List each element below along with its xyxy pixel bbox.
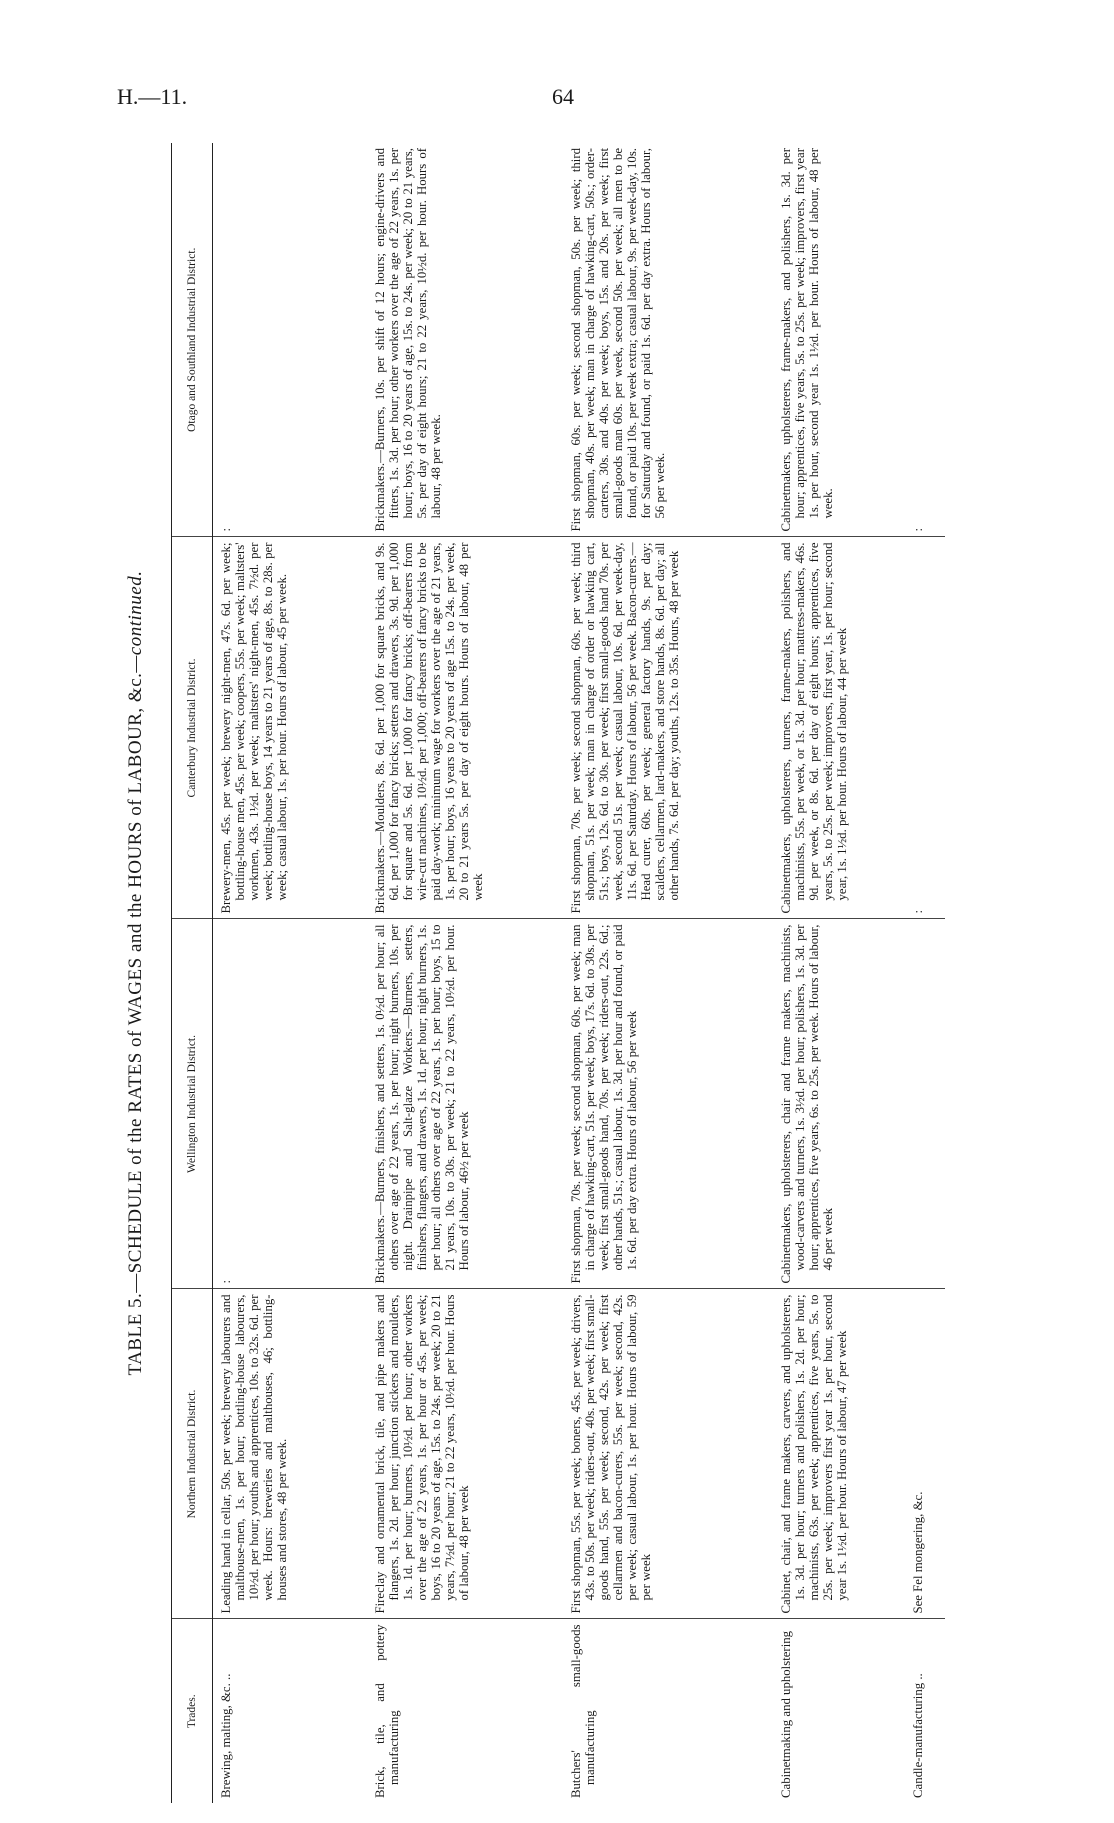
canterbury-cell: First shopman, 70s. per week; second shopman, 60s. per week; third shopman, 51s. per week; man in charge of order or hawking cart, 51s.; boys, 12s. 6d. to 30s. per week; first small-goods hand 70s. per week, second 51s. per week; casual labour, 10s. 6d. per week-day, 11s. 6d. per Saturday. Hours of labour, 56 per week. Bacon-curers.—Head curer, 60s. per week; general factory hands, 9s. per day; scalders, cellarmen, lard-makers, and store hands, 8s. 6d. per day; all other hands, 7s. 6d. per day; youths, 12s. to 35s. Hours, 48 per week (563, 537, 773, 919)
header-northern: Northern Industrial District. (172, 1289, 213, 1619)
header-otago: Otago and Southland Industrial District. (172, 143, 213, 537)
page-reference: H.—11. (117, 84, 188, 109)
northern-cell: Leading hand in cellar, 50s. per week; brewery labourers and malthouse-men, 1s. per hour; bottling-house labourers, 10½d. per hour; youths and apprentices, 10s. to 32s. 6d. per week. Hours: breweries and malthouses, 46; bottling-houses and stores, 48 per week. (213, 1289, 367, 1619)
table-row-brick (367, 143, 563, 1803)
table-row-candle (905, 143, 945, 1803)
wages-schedule-table (171, 143, 945, 1803)
northern-cell: Cabinet, chair, and frame makers, carvers, and upholsterers, 1s. 3d. per hour; turners and polishers, 1s. 2d. per hour; machinists, 63s. per week; apprentices, five years, 5s. to 25s. per week; improvers first year 1s. per hour, second year 1s. 1½d. per hour. Hours of labour, 47 per week (773, 1289, 905, 1619)
wellington-cell: First shopman, 70s. per week; second shopman, 60s. per week; man in charge of hawking-cart, 51s. per week; boys, 17s. 6d. to 30s. per week; first small-goods hand, 70s. per week; riders-out, 22s. 6d.; other hands, 51s.; casual labour, 1s. 3d. per hour and found, or paid 1s. 6d. per day extra. Hours of labour, 56 per week (563, 919, 773, 1289)
wellington-cell (905, 919, 945, 1289)
northern-cell: Fireclay and ornamental brick, tile, and pipe makers and flangers, 1s. 2d. per hour; junction stickers and moulders, 1s. 1d. per hour; burners, 10½d. per hour; other workers over the age of 22 years, 1s. per hour or 45s. per week; boys, 16 to 20 years of age, 15s. to 24s. per week; 20 to 21 years, 7½d. per hour; 21 to 22 years, 10½d. per hour. Hours of labour, 48 per week (367, 1289, 563, 1619)
canterbury-cell: : (905, 537, 945, 919)
canterbury-cell: Brickmakers.—Moulders, 8s. 6d. per 1,000 for square bricks, and 9s. 6d. per 1,000 for fancy bricks; setters and drawers, 3s. 9d. per 1,000 for square and 5s. 6d. per 1,000 for fancy bricks; off-bearers from wire-cut machines, 10½d. per 1,000; off-bearers of fancy bricks to be paid day-work; minimum wage for workers over the age of 21 years, 1s. per hour; boys, 16 years to 20 years of age 15s. to 24s. per week, 20 to 21 years 5s. per day of eight hours. Hours of labour, 48 per week (367, 537, 563, 919)
trade-cell: Candle-manufacturing .. (910, 1673, 925, 1798)
table-row-butchers (563, 143, 773, 1803)
canterbury-cell: Brewery-men, 45s. per week; brewery night-men, 47s. 6d. per week; bottling-house men, 45s. per week; coopers, 55s. per week; maltsters' workmen, 43s. 1½d. per week; maltsters' night-men, 45s. 7½d. per week; bottling-house boys, 14 years to 21 years of age, 8s. to 28s. per week; casual labour, 1s. per hour. Hours of labour, 45 per week. (213, 537, 367, 919)
otago-cell: Cabinetmakers, upholsterers, frame-makers, and polishers, 1s. 3d. per hour; apprentices, five years, 5s. to 25s. per week; improvers, first year 1s. per hour, second year 1s. 1½d. per hour. Hours of labour, 48 per week. (773, 143, 905, 537)
trade-cell: Butchers' small-goods manufacturing (568, 1624, 597, 1798)
table-title-continued: —continued. (125, 570, 146, 673)
northern-cell: See Fel mongering, &c. (905, 1289, 945, 1619)
trade-cell: Brick, tile, and pottery manufacturing (372, 1624, 401, 1798)
wellington-cell: Brickmakers.—Burners, finishers, and setters, 1s. 0½d. per hour; all others over age of 22 years, 1s. per hour; night burners, 10s. per night. Drainpipe and Salt-glaze Workers.—Burners, setters, finishers, flangers, and drawers, 1s. 1d. per hour; night burners, 1s. per hour; all others over age of 22 years, 1s. per hour; boys, 15 to 21 years, 10s. to 30s. per week; 21 to 22 years, 10½d. per hour. Hours of labour, 46½ per week (367, 919, 563, 1289)
trade-cell: Brewing, malting, &c. .. (219, 1673, 233, 1798)
page-number: 64 (552, 84, 574, 109)
table-row-cabinetmaking (773, 143, 905, 1803)
table-title (125, 143, 147, 1803)
canterbury-cell: Cabinetmakers, upholsterers, turners, frame-makers, polishers, and machinists, 55s. per week, or 1s. 3d. per hour; mattress-makers, 46s. 9d. per week, or 8s. 6d. per day of eight hours; apprentices, five years, 5s. to 25s. per week; improvers, first year, 1s. per hour; second year, 1s. 1½d. per hour. Hours of labour, 44 per week (773, 537, 905, 919)
northern-cell: First shopman, 55s. per week; boners, 45s. per week; drivers, 43s. to 50s. per week; riders-out, 40s. per week; first small-goods hand, 55s. per week; second, 42s. per week; first cellarmen and bacon-curers, 55s. per week; second, 42s. per week; casual labour, 1s. per hour. Hours of labour, 59 per week (563, 1289, 773, 1619)
table-row-brewing (213, 143, 367, 1803)
otago-cell: : (905, 143, 945, 537)
rotated-table-page (125, 143, 1025, 1803)
header-trades: Trades. (172, 1619, 213, 1803)
table-title-main: TABLE 5.—SCHEDULE of the RATES of WAGES and the HOURS of LABOUR, &c. (125, 672, 146, 1376)
wellington-cell: Cabinetmakers, upholsterers, chair and frame makers, machinists, wood-carvers and turners, 1s. 3½d. per hour; polishers, 1s. 3d. per hour; apprentices, five years, 6s. to 25s. per week. Hours of labour, 46 per week (773, 919, 905, 1289)
wellington-cell: : (213, 919, 367, 1289)
header-canterbury: Canterbury Industrial District. (172, 537, 213, 919)
otago-cell: First shopman, 60s. per week; second shopman, 50s. per week; third shopman, 40s. per week; man in charge of hawking-cart, 50s.; order-carters, 30s. and 40s. per week; boys, 15s. and 20s. per week; first small-goods man 60s. per week, second 50s. per week; all men to be found, or paid 10s. per week extra; casual labour, 9s. per week-day, 10s. for Saturday and found, or paid 1s. 6d. per day extra. Hours of labour, 56 per week. (563, 143, 773, 537)
otago-cell: Brickmakers.—Burners, 10s. per shift of 12 hours; engine-drivers and fitters, 1s. 3d. per hour; other workers over the age of 22 years, 1s. per hour; boys, 16 to 20 years of age, 15s. to 24s. per week; 20 to 21 years, 5s. per day of eight hours; 21 to 22 years, 10½d. per hour. Hours of labour, 48 per week. (367, 143, 563, 537)
trade-cell: Cabinetmaking and upholstering (778, 1630, 793, 1798)
otago-cell: : (213, 143, 367, 537)
table-header-row (172, 143, 213, 1803)
header-wellington: Wellington Industrial District. (172, 919, 213, 1289)
